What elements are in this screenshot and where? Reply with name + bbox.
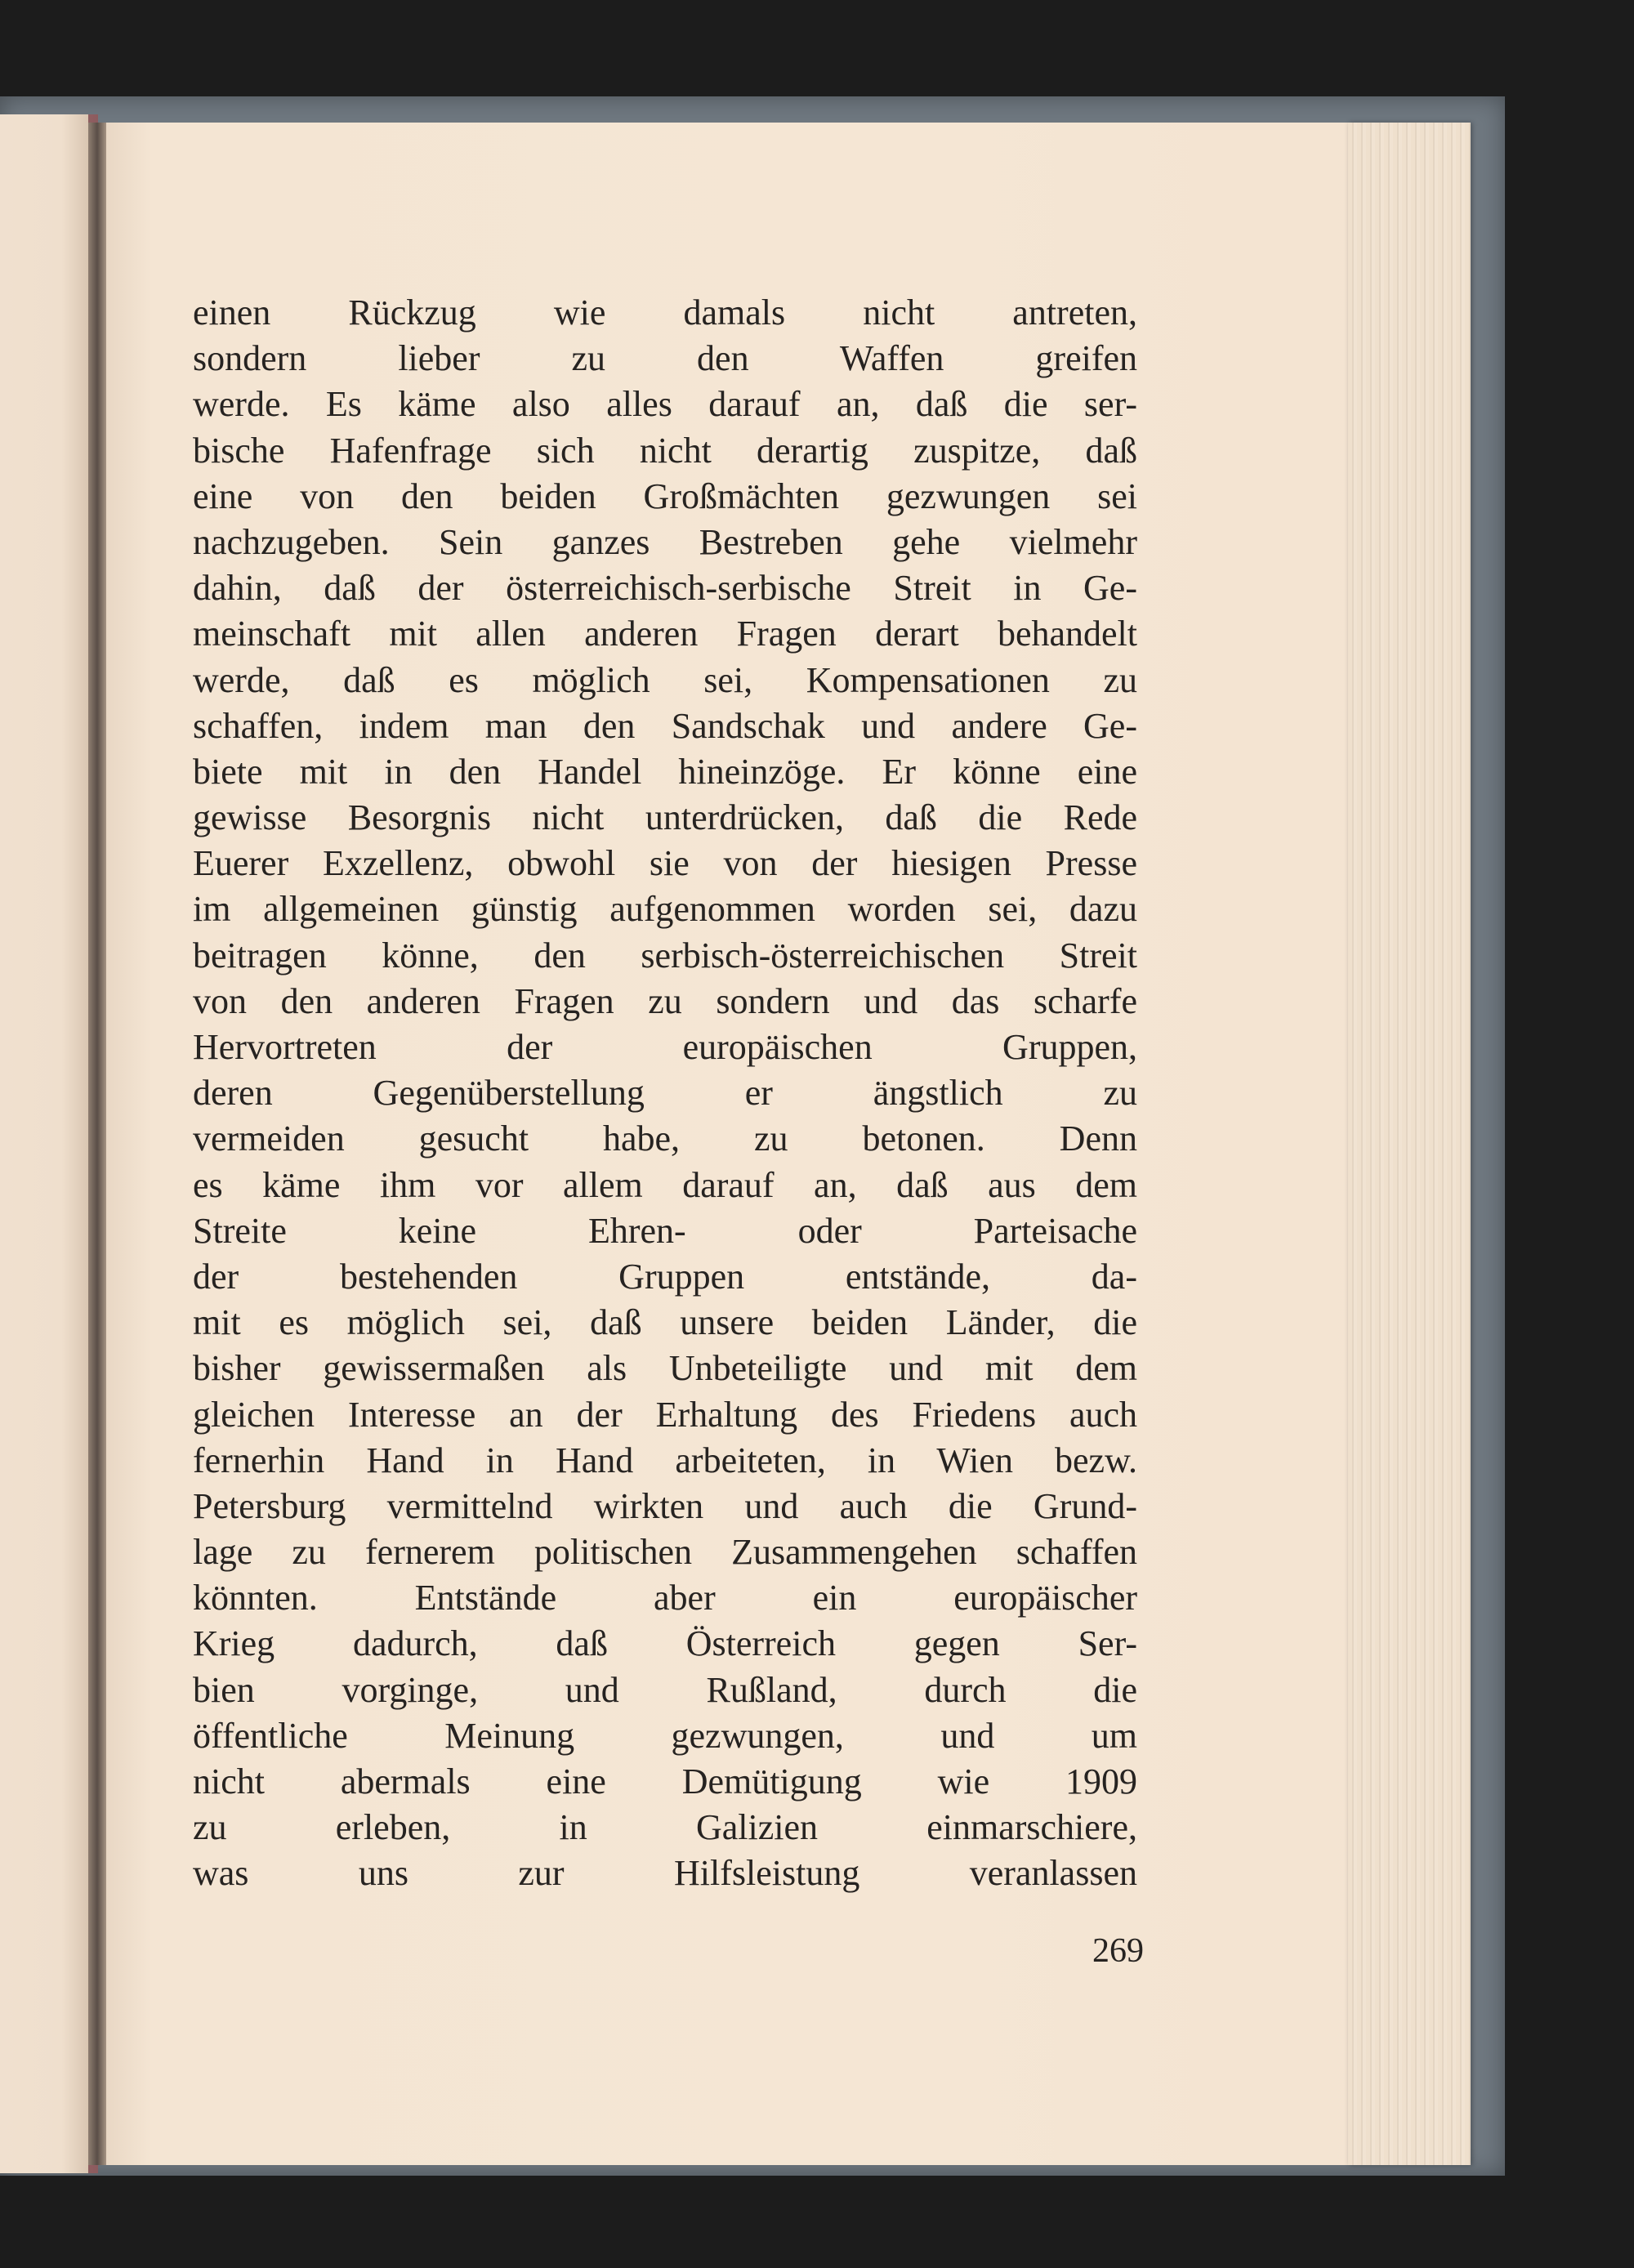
left-page-edge — [0, 114, 88, 2173]
text-line: lage zu fernerem politischen Zusammengehen schaffen — [193, 1532, 1137, 1573]
text-line: sondern lieber zu den Waffen greifen — [193, 338, 1137, 379]
body-text — [193, 290, 1137, 1897]
text-line: dahin, daß der österreichisch-serbische Streit in Ge- — [193, 568, 1137, 609]
text-line: werde, daß es möglich sei, Kompensationen zu — [193, 659, 1137, 700]
book-gutter — [88, 123, 106, 2165]
text-line: von den anderen Fragen zu sondern und das scharfe — [193, 980, 1137, 1021]
text-line: beitragen könne, den serbisch-österreichischen Streit — [193, 935, 1137, 976]
text-line: Hervortreten der europäischen Gruppen, — [193, 1027, 1137, 1067]
text-line: Streite keine Ehren- oder Parteisache — [193, 1210, 1137, 1251]
text-line: bien vorginge, und Rußland, durch die — [193, 1669, 1137, 1710]
text-line: könnten. Entstände aber ein europäischer — [193, 1578, 1137, 1618]
text-line: vermeiden gesucht habe, zu betonen. Denn — [193, 1118, 1137, 1159]
text-line: nachzugeben. Sein ganzes Bestreben gehe vielmehr — [193, 521, 1137, 562]
text-line: Petersburg vermittelnd wirkten und auch die Grund- — [193, 1485, 1137, 1526]
text-line: im allgemeinen günstig aufgenommen worden sei, dazu — [193, 889, 1137, 930]
page-number: 269 — [1092, 1932, 1144, 1970]
page-edges — [1348, 123, 1471, 2165]
text-line: meinschaft mit allen anderen Fragen derart behandelt — [193, 614, 1137, 654]
text-line: biete mit in den Handel hineinzöge. Er könne eine — [193, 751, 1137, 792]
text-line: einen Rückzug wie damals nicht antreten, — [193, 292, 1137, 333]
text-line: bisher gewissermaßen als Unbeteiligte und mit dem — [193, 1348, 1137, 1389]
text-line: bische Hafenfrage sich nicht derartig zuspitze, daß — [193, 430, 1137, 471]
text-line: gleichen Interesse an der Erhaltung des Friedens auch — [193, 1394, 1137, 1435]
text-line: Euerer Exzellenz, obwohl sie von der hiesigen Presse — [193, 843, 1137, 884]
text-line: gewisse Besorgnis nicht unterdrücken, daß die Rede — [193, 797, 1137, 838]
text-line: schaffen, indem man den Sandschak und andere Ge- — [193, 705, 1137, 746]
text-line: was uns zur Hilfsleistung veranlassen — [193, 1853, 1137, 1894]
text-line: mit es möglich sei, daß unsere beiden Länder, die — [193, 1302, 1137, 1343]
text-line: eine von den beiden Großmächten gezwungen sei — [193, 475, 1137, 516]
text-line: nicht abermals eine Demütigung wie 1909 — [193, 1761, 1137, 1801]
text-line: es käme ihm vor allem darauf an, daß aus dem — [193, 1164, 1137, 1205]
text-line: zu erleben, in Galizien einmarschiere, — [193, 1807, 1137, 1848]
text-line: deren Gegenüberstellung er ängstlich zu — [193, 1073, 1137, 1114]
text-line: Krieg dadurch, daß Österreich gegen Ser- — [193, 1623, 1137, 1664]
text-line: öffentliche Meinung gezwungen, und um — [193, 1715, 1137, 1756]
text-line: der bestehenden Gruppen entstände, da- — [193, 1256, 1137, 1297]
text-line: werde. Es käme also alles darauf an, daß die ser- — [193, 384, 1137, 425]
text-line: fernerhin Hand in Hand arbeiteten, in Wien bezw. — [193, 1440, 1137, 1480]
